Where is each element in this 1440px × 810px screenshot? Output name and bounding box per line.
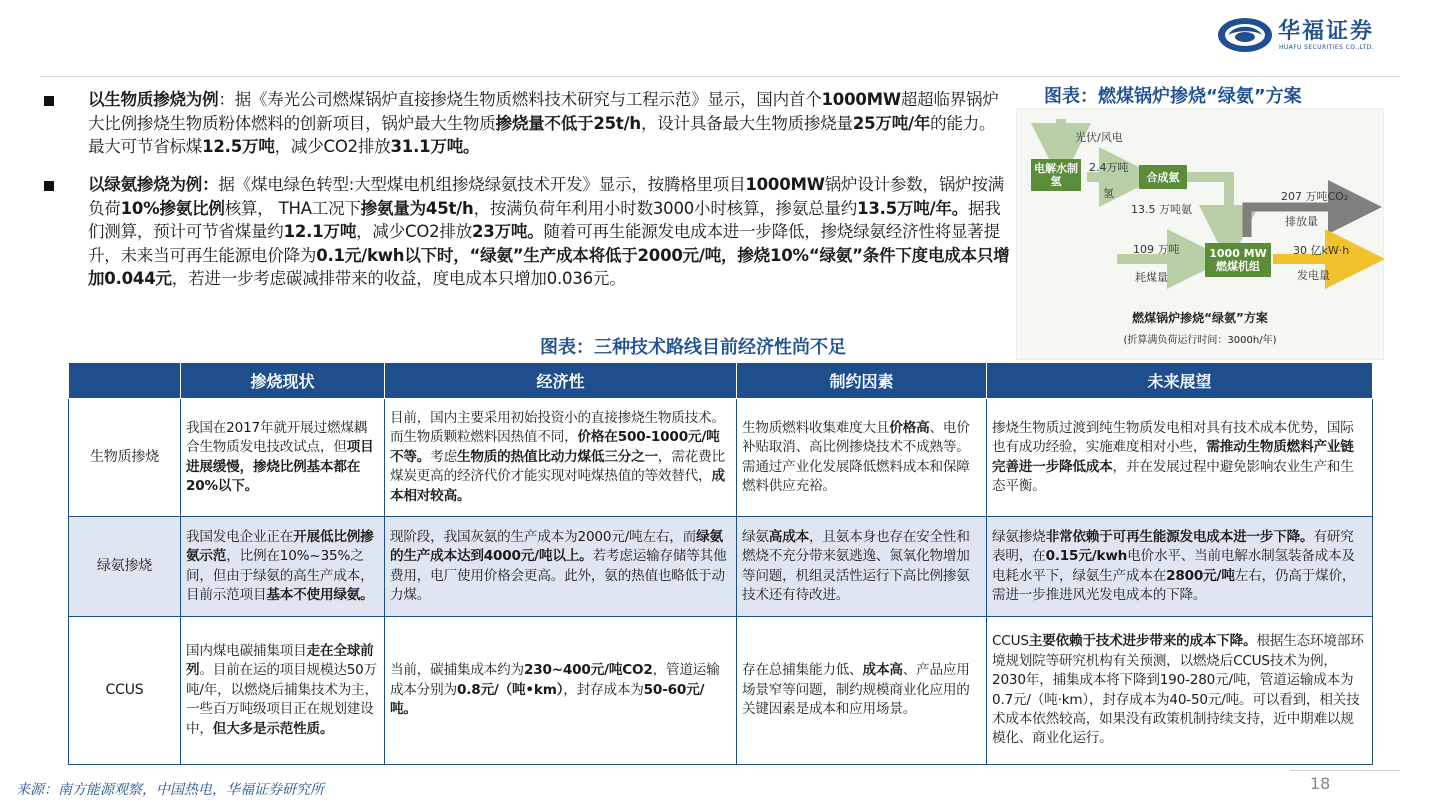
header-cell: 未来展望: [987, 363, 1373, 399]
text: ，并在发展过程中避免影响农业生产和生态平衡。: [992, 458, 1354, 494]
emphasis: 成本相对较高。: [390, 468, 725, 504]
emphasis: 成本高: [862, 662, 903, 679]
table-row: [69, 617, 1373, 765]
emphasis: 掺氨量为45t/h: [360, 198, 474, 218]
emphasis: 需推动生物质燃料产业链完善进一步降低成本: [992, 439, 1354, 475]
text: 国内煤电碳捕集项目: [186, 642, 307, 659]
emphasis: 0.15元/kwh: [1045, 548, 1128, 565]
text: ，减少CO2排放: [356, 222, 473, 242]
bullet-lead: 以生物质掺烧为例: [88, 90, 219, 109]
emphasis: 12.5万吨: [202, 137, 275, 157]
table-row: [69, 399, 1373, 517]
text: ，且氨本身也存在安全性和燃烧不充分带来氨逃逸、氮氧化物增加等问题，机组灵活性运行下高比例掺氨技术还有待改进。: [742, 528, 970, 603]
footer-divider: [1290, 770, 1400, 771]
label-power: 发电量: [1297, 269, 1330, 282]
text: 的能力。最大可节省标煤: [88, 113, 996, 157]
label-h2-amount: 2.4万吨: [1089, 161, 1129, 174]
text: 掺烧生物质过渡到纯生物质发电相对具有技术成本优势，国际也有成功经验，实施难度相对小些，: [992, 419, 1354, 456]
header-divider: [40, 76, 1400, 77]
emphasis: 25万吨/年: [852, 113, 931, 133]
text: ，比例在10%~35%之间，但由于绿氨的高生产成本，目前示范项目: [186, 548, 374, 603]
emphasis: 高成本: [768, 528, 809, 545]
emphasis: 绿氨的生产成本达到4000元/吨以上。: [390, 528, 723, 565]
label-emission: 排放量: [1285, 215, 1318, 228]
text: 据我们测算，预计可节省煤量约: [88, 198, 1001, 242]
table-cell: [737, 517, 987, 617]
emphasis: 开展低比例掺氨示范: [186, 528, 374, 565]
emphasis: 50-60元/吨。: [390, 681, 705, 718]
text: 目前，国内主要采用初始投资小的直接掺烧生物质技术。而生物质颗粒燃料因热值不同，: [390, 409, 725, 446]
table-cell: [181, 517, 385, 617]
row-header: 生物质掺烧: [69, 399, 181, 517]
logo-name-en: HUAFU SECURITIES CO.,LTD.: [1279, 44, 1375, 51]
text: ，需花费比煤炭更高的经济代价才能实现对吨煤热值的等效替代，: [390, 448, 725, 485]
emphasis: 12.1万吨: [283, 222, 357, 242]
economics-table: [68, 362, 1373, 765]
text: 存在总捕集能力低、: [742, 662, 863, 679]
text: 考虑: [430, 448, 457, 465]
text: CCUS: [992, 633, 1029, 650]
header-cell: 掺烧现状: [181, 363, 385, 399]
bullet-lead: 以绿氨掺烧为例：: [88, 175, 219, 194]
text: 绿氨掺烧: [992, 528, 1046, 545]
text: 随着可再生能源发电成本进一步降低，掺烧绿氨经济性将显著提升，未来当可再生能源电价降为: [88, 222, 1000, 265]
emphasis: 非常依赖于可再生能源发电成本进一步下降。: [1045, 528, 1314, 545]
table-cell: [737, 617, 987, 765]
text: ，封存成本为: [563, 681, 644, 698]
table-cell: [987, 399, 1373, 517]
label-co2-amount: 207 万吨CO₂: [1281, 190, 1349, 203]
header-cell: [69, 363, 181, 399]
table-row: [69, 517, 1373, 617]
text: 、产品应用场景窄等问题，制约规模商业化应用的关键因素是成本和应用场景。: [742, 662, 970, 718]
emphasis: 1000MW: [821, 90, 901, 109]
emphasis: 主要依赖于技术进步带来的成本下降。: [1028, 633, 1257, 650]
header-cell: 制约因素: [737, 363, 987, 399]
text: 、电价补贴取消、高比例掺烧技术不成熟等。需通过产业化发展降低燃料成本和保障燃料供应充裕。: [742, 419, 970, 494]
emphasis: 23万吨。: [472, 222, 544, 242]
text: 绿氨: [742, 528, 769, 545]
company-logo: [1216, 12, 1406, 58]
emphasis: 价格高: [889, 419, 930, 436]
emphasis: 10%掺氨比例: [120, 198, 225, 218]
table-cell: [181, 617, 385, 765]
emphasis: 0.1元/kwh以下时，“绿氨”生产成本将低于2000元/吨，掺烧10%“绿氨”条件下度电成本只增加0.044元: [88, 245, 1010, 289]
text: 核算， THA工况下: [224, 198, 361, 218]
box-power-unit: 1000 MW燃煤机组: [1205, 243, 1271, 277]
label-nh3-amount: 13.5 万吨氨: [1131, 203, 1192, 216]
table-title: 图表：三种技术路线目前经济性尚不足: [540, 337, 846, 358]
text: 我国发电企业正在: [186, 528, 294, 545]
row-header: 绿氨掺烧: [69, 517, 181, 617]
header-cell: 经济性: [385, 363, 737, 399]
text: ，若进一步考虑碳减排带来的收益，度电成本只增加0.036元。: [171, 269, 626, 289]
emphasis: 掺烧量不低于25t/h: [495, 113, 641, 133]
emphasis: 0.8元/（吨•km）: [456, 681, 564, 698]
huafu-logo-icon: [1216, 16, 1274, 54]
figure-subcaption: (折算满负荷运行时间：3000h/年): [1123, 335, 1277, 346]
emphasis: 但大多是示范性质。: [212, 720, 334, 737]
text: ，设计具备最大生物质掺烧量: [640, 113, 853, 133]
box-electrolysis: 电解水制氢: [1031, 159, 1081, 191]
emphasis: 项目进展缓慢，掺烧比例基本都在20%以下。: [186, 439, 374, 494]
text: 根据生态环境部环境规划院等研究机构有关预测，以燃烧后CCUS技术为例，2030年，捕集成本将下降到190-280元/吨，管道运输成本为0.7元/（吨·km），封存成本为40-50元/吨。可以看到，相关技术成本依然较高，如果没有政策机制持续支持，近中期难以规模化、商业化运行。: [992, 633, 1364, 747]
table-cell: [181, 399, 385, 517]
label-solar-wind: 光伏/风电: [1075, 131, 1123, 144]
table-cell: [737, 399, 987, 517]
page-number: 18: [1310, 774, 1331, 793]
source-note: 来源：南方能源观察，中国热电，华福证券研究所: [16, 782, 324, 798]
text: 电价水平、当前电解水制氢装备成本及电耗水平下，绿氨生产成本在: [992, 548, 1355, 584]
ammonia-scheme-diagram: [1016, 108, 1384, 360]
text: 超超临界锅炉大比例掺烧生物质粉体燃料的创新项目，锅炉最大生物质: [88, 90, 999, 133]
text: 现阶段，我国灰氨的生产成本为2000元/吨左右，而: [390, 528, 697, 545]
text: 锅炉设计参数，锅炉按满负荷: [88, 175, 1005, 218]
bullet-green-ammonia: [40, 173, 1010, 291]
bullet-square-icon: [44, 96, 54, 106]
label-coal-amount: 109 万吨: [1133, 243, 1180, 256]
text: ，按满负荷年利用小时数3000小时核算，掺氨总量约: [473, 198, 858, 218]
text: 若考虑运输存储等其他费用，电厂使用价格会更高。此外，氨的热值也略低于动力煤。: [390, 548, 727, 603]
row-header: CCUS: [69, 617, 181, 765]
emphasis: 230~400元/吨CO2: [523, 662, 653, 679]
table-cell: [385, 617, 737, 765]
text: 有研究表明，在: [992, 528, 1354, 565]
table-cell: [385, 399, 737, 517]
text: 左右，仍高于煤价，需进一步推进风光发电成本的下降。: [992, 567, 1356, 603]
box-ammonia-synthesis: 合成氨: [1139, 165, 1187, 189]
table-cell: [385, 517, 737, 617]
text: 当前，碳捕集成本约为: [390, 662, 524, 679]
figure-title: 图表：燃煤锅炉掺烧“绿氨”方案: [1044, 86, 1302, 107]
emphasis: 生物质的热值比动力煤低三分之一: [456, 448, 658, 465]
text: 生物质燃料收集难度大且: [742, 419, 890, 436]
table-header-row: [69, 363, 1373, 399]
label-power-amount: 30 亿kW·h: [1293, 244, 1350, 257]
text: 据《煤电绿色转型:大型煤电机组掺烧绿氨技术开发》显示，按腾格里项目: [218, 175, 746, 194]
emphasis: 基本不使用绿氨。: [266, 586, 374, 603]
label-coal: 耗煤量: [1135, 271, 1168, 284]
table-cell: [987, 517, 1373, 617]
emphasis: 13.5万吨/年。: [857, 198, 968, 218]
figure-caption: 燃煤锅炉掺烧“绿氨”方案: [1132, 311, 1268, 325]
text: ，管道运输成本分别为: [390, 662, 720, 698]
text: 。目前在运的项目规模达50万吨/年，以燃烧后捕集技术为主，一些百万吨级项目正在规划建设中，: [186, 662, 378, 737]
emphasis: 走在全球前列: [186, 642, 374, 679]
table-cell: [987, 617, 1373, 765]
text: 我国在2017年就开展过燃煤耦合生物质发电技改试点，但: [186, 419, 368, 456]
bullet-square-icon: [44, 181, 54, 191]
bullet-biomass: [40, 88, 1010, 159]
label-h2: 氢: [1103, 187, 1114, 200]
emphasis: 2800元/吨: [1166, 567, 1235, 584]
emphasis: 价格在500-1000元/吨不等。: [390, 429, 720, 465]
text: ，减少CO2排放: [274, 137, 391, 157]
emphasis: 31.1万吨。: [390, 137, 480, 157]
logo-name-cn: 华福证券: [1278, 19, 1375, 44]
text: ：据《寿光公司燃煤锅炉直接掺烧生物质燃料技术研究与工程示范》显示，国内首个: [218, 90, 822, 109]
emphasis: 1000MW: [745, 175, 825, 194]
